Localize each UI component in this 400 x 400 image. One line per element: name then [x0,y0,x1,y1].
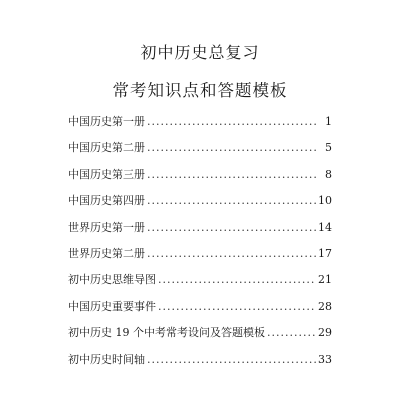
toc-leader-dots [267,326,316,340]
toc-entry[interactable] [68,350,332,376]
toc-entry[interactable] [68,323,332,349]
toc-leader-dots [158,300,316,314]
toc-entry-page: 10 [318,194,332,208]
toc-entry-page: 21 [318,273,332,287]
toc-entry-title: 初中历史思维导图 [68,273,156,287]
toc-leader-dots [147,115,318,129]
toc-entry-title: 初中历史时间轴 [68,352,145,366]
toc-leader-dots [158,273,316,287]
toc-entry-page: 1 [325,115,332,128]
toc-entry[interactable] [68,112,332,138]
toc-entry[interactable] [68,165,332,191]
toc-entry-page: 14 [318,220,332,234]
toc-entry-page: 5 [325,141,332,155]
toc-leader-dots [147,353,316,367]
toc-entry[interactable] [68,270,332,296]
toc-entry-title: 世界历史第二册 [68,246,145,260]
toc-entry[interactable] [68,218,332,244]
toc-entry-title: 中国历史第三册 [68,167,145,181]
toc-entry-page: 17 [318,246,332,260]
toc-entry-page: 8 [325,167,332,181]
toc-leader-dots [147,221,316,235]
toc-entry-page: 28 [318,299,332,313]
document-title: 初中历史总复习 [140,43,260,62]
toc-entry-title: 中国历史重要事件 [68,299,156,313]
toc-entry-page: 33 [318,352,332,366]
toc-entry-title: 中国历史第一册 [68,115,145,128]
toc-entry[interactable] [68,297,332,323]
toc-leader-dots [147,141,318,155]
toc-entry-title: 中国历史第四册 [68,194,145,208]
toc-leader-dots [147,194,316,208]
toc-entry[interactable] [68,244,332,270]
toc-entry-title: 世界历史第一册 [68,220,145,234]
table-of-contents [68,112,332,376]
toc-leader-dots [147,168,318,182]
toc-entry[interactable] [68,191,332,217]
document-subtitle: 常考知识点和答题模板 [112,81,288,100]
toc-entry-page: 29 [318,326,332,340]
toc-entry-title: 初中历史 19 个中考常考设问及答题模板 [68,326,265,340]
toc-leader-dots [147,247,316,261]
toc-entry[interactable] [68,138,332,164]
toc-entry-title: 中国历史第二册 [68,141,145,155]
